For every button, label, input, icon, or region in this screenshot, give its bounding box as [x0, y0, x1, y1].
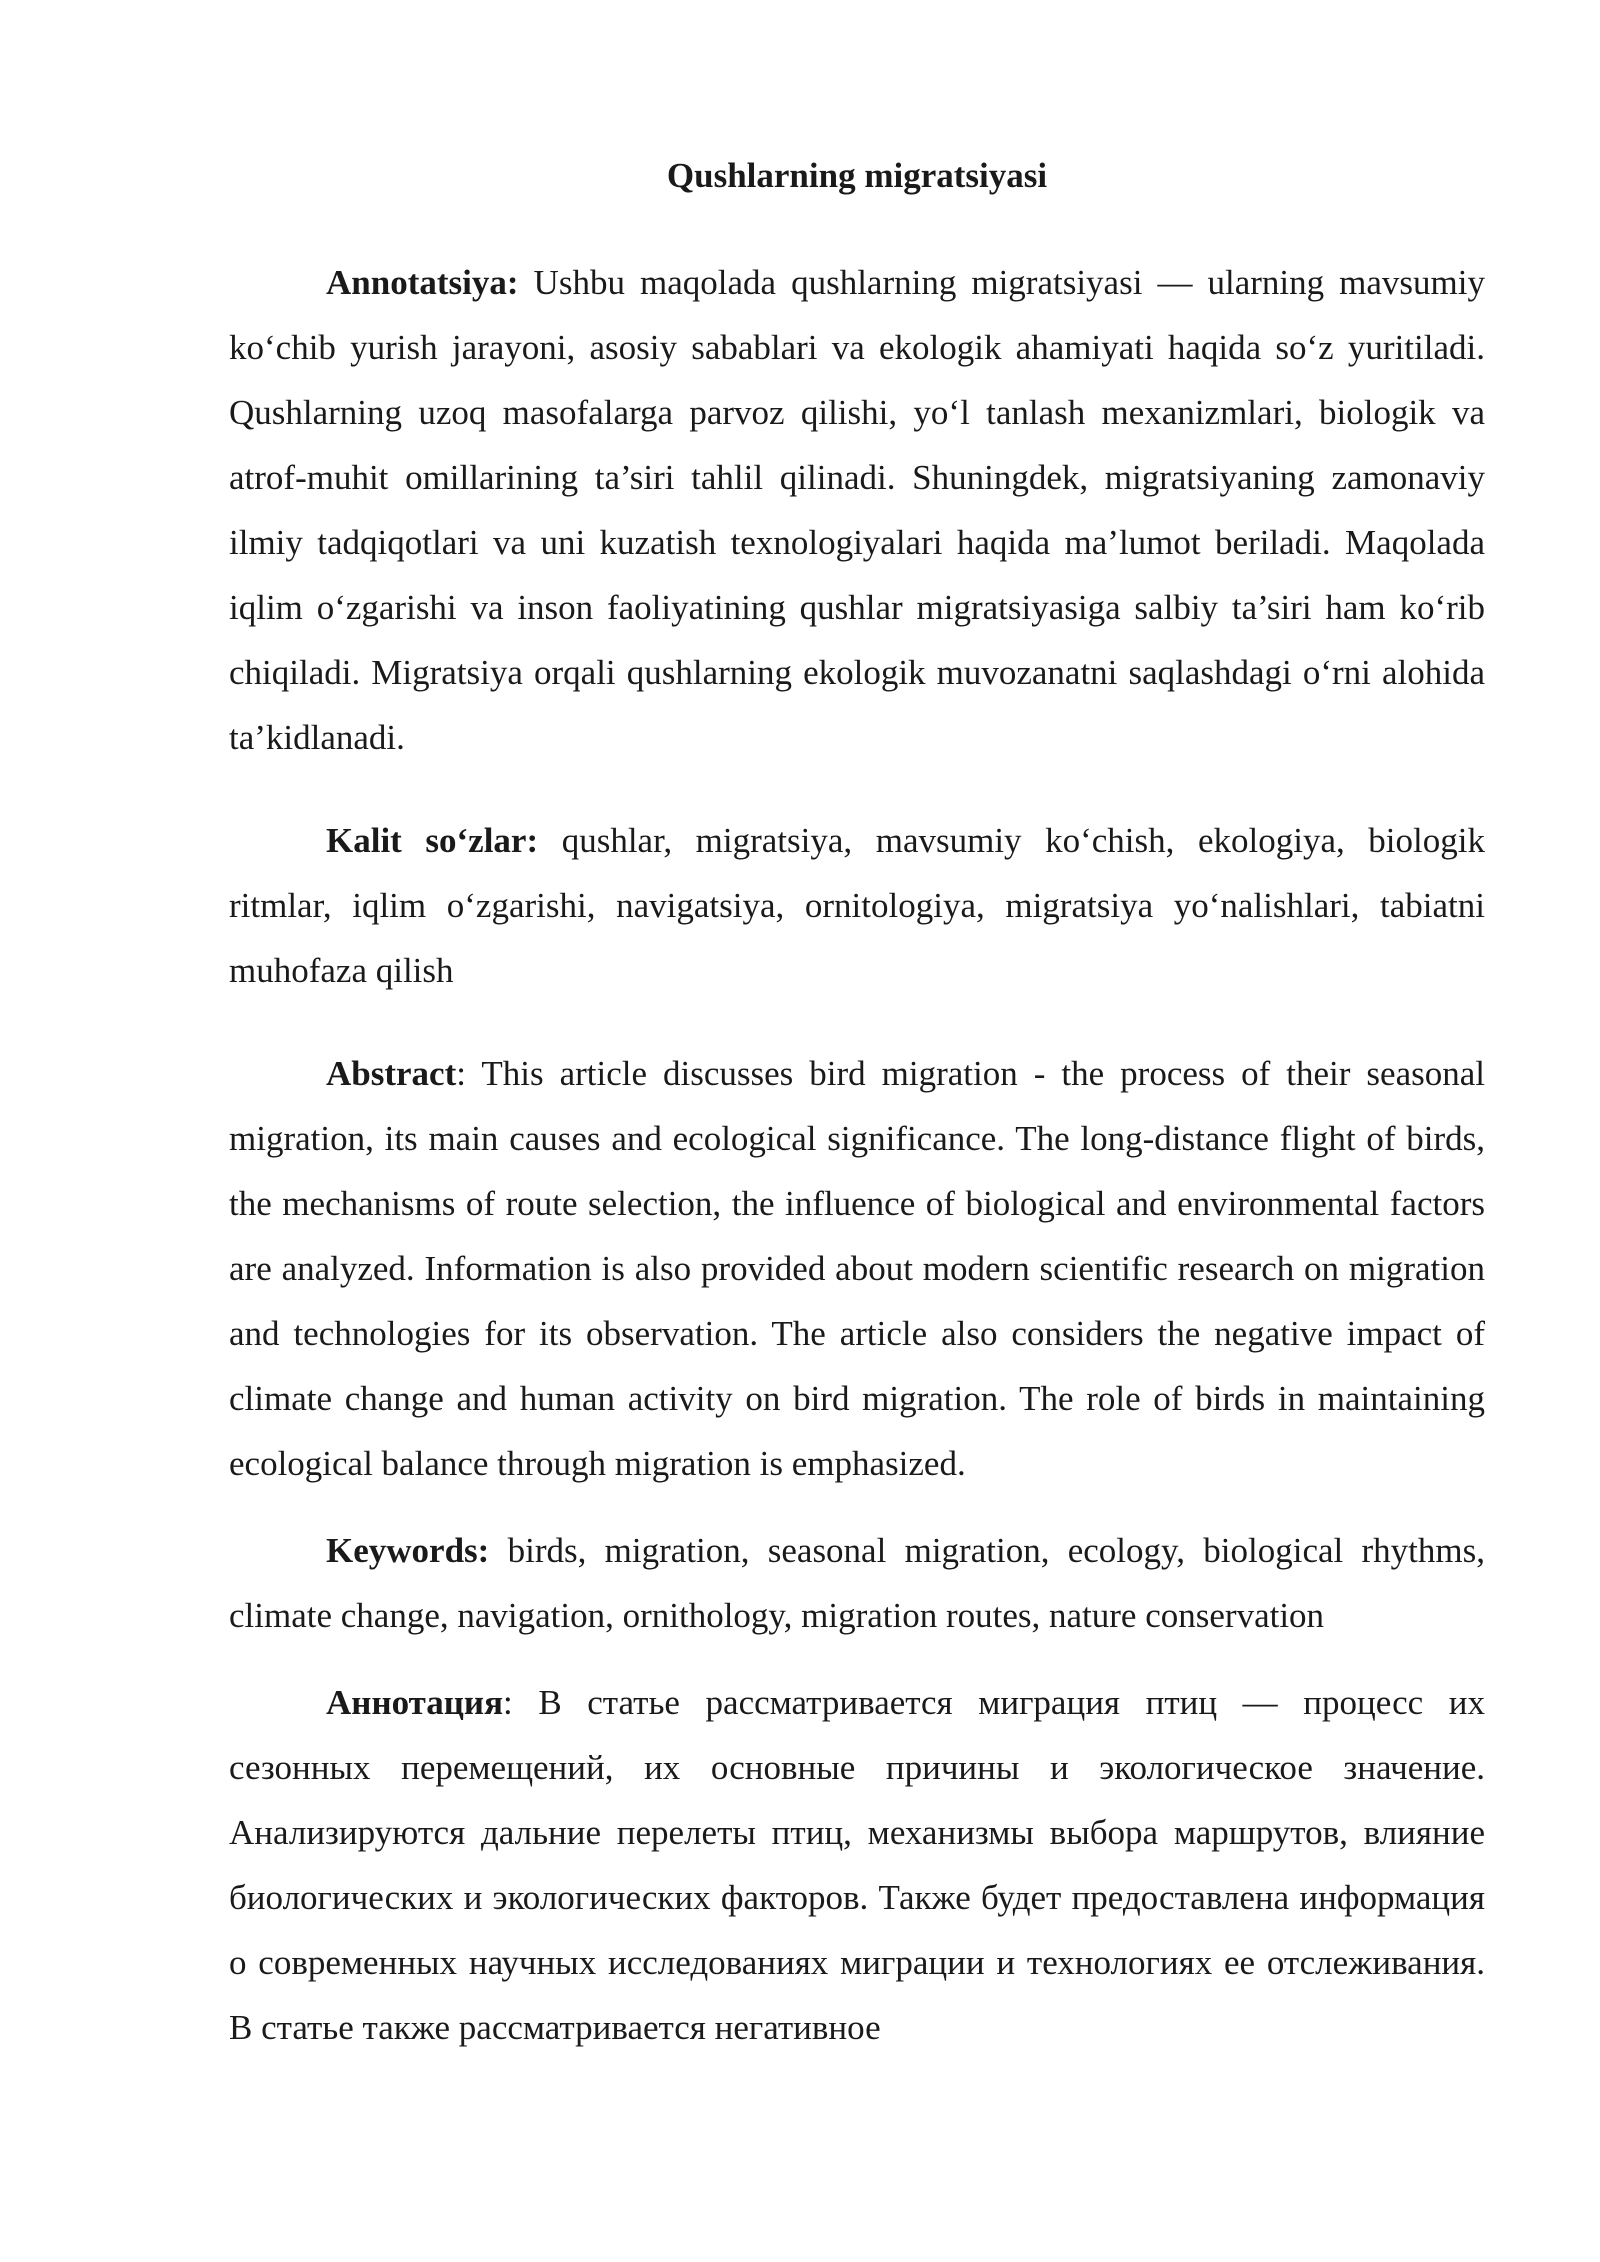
document-page: [229, 150, 1485, 2060]
keywords-uz-label: Kalit so‘zlar:: [326, 821, 539, 860]
keywords-en-paragraph: [229, 1518, 1485, 1648]
abstract-en-paragraph: [229, 1041, 1485, 1496]
abstract-en-text: : This article discusses bird migration - the process of their seasonal migration, its main causes and ecological significance. The long-distance flight of birds, the mechanisms of route selection, the influence of biological and environmental factors are analyzed. Information is also provided about modern scientific research on migration and technologies for its observation. The article also considers the negative impact of climate change and human activity on bird migration. The role of birds in maintaining ecological balance through migration is emphasized.: [229, 1054, 1485, 1483]
annotation-ru-text: : В статье рассматривается миграция птиц — процесс их сезонных перемещений, их основные причины и экологическое значение. Анализируются дальние перелеты птиц, механизмы выбора маршрутов, влияние биологических и экологических факторов. Также будет предоставлена информация о современных научных исследованиях миграции и технологиях ее отслеживания. В статье также рассматривается негативное: [229, 1683, 1485, 2047]
keywords-uz-text: qushlar, migratsiya, mavsumiy ko‘chish, ekologiya, biologik ritmlar, iqlim o‘zgarishi, navigatsiya, ornitologiya, migratsiya yo‘nalishlari, tabiatni muhofaza qilish: [229, 821, 1485, 990]
keywords-en-text: birds, migration, seasonal migration, ecology, biological rhythms, climate change, navigation, ornithology, migration routes, nature conservation: [229, 1531, 1485, 1635]
annotation-uz-text: Ushbu maqolada qushlarning migratsiyasi — ularning mavsumiy ko‘chib yurish jarayoni, asosiy sabablari va ekologik ahamiyati haqida so‘z yuritiladi. Qushlarning uzoq masofalarga parvoz qilishi, yo‘l tanlash mexanizmlari, biologik va atrof-muhit omillarining ta’siri tahlil qilinadi. Shuningdek, migratsiyaning zamonaviy ilmiy tadqiqotlari va uni kuzatish texnologiyalari haqida ma’lumot beriladi. Maqolada iqlim o‘zgarishi va inson faoliyatining qushlar migratsiyasiga salbiy ta’siri ham ko‘rib chiqiladi. Migratsiya orqali qushlarning ekologik muvozanatni saqlashdagi o‘rni alohida ta’kidlanadi.: [229, 263, 1485, 757]
abstract-en-label: Abstract: [326, 1054, 457, 1093]
keywords-uz-paragraph: [229, 808, 1485, 1003]
document-title: Qushlarning migratsiyasi: [666, 156, 1048, 195]
annotation-uz-label: Annotatsiya:: [326, 263, 519, 302]
keywords-en-label: Keywords:: [326, 1531, 490, 1570]
annotation-uz-paragraph: [229, 250, 1485, 770]
annotation-ru-paragraph: [229, 1670, 1485, 2060]
annotation-ru-label: Аннотация: [326, 1683, 504, 1722]
